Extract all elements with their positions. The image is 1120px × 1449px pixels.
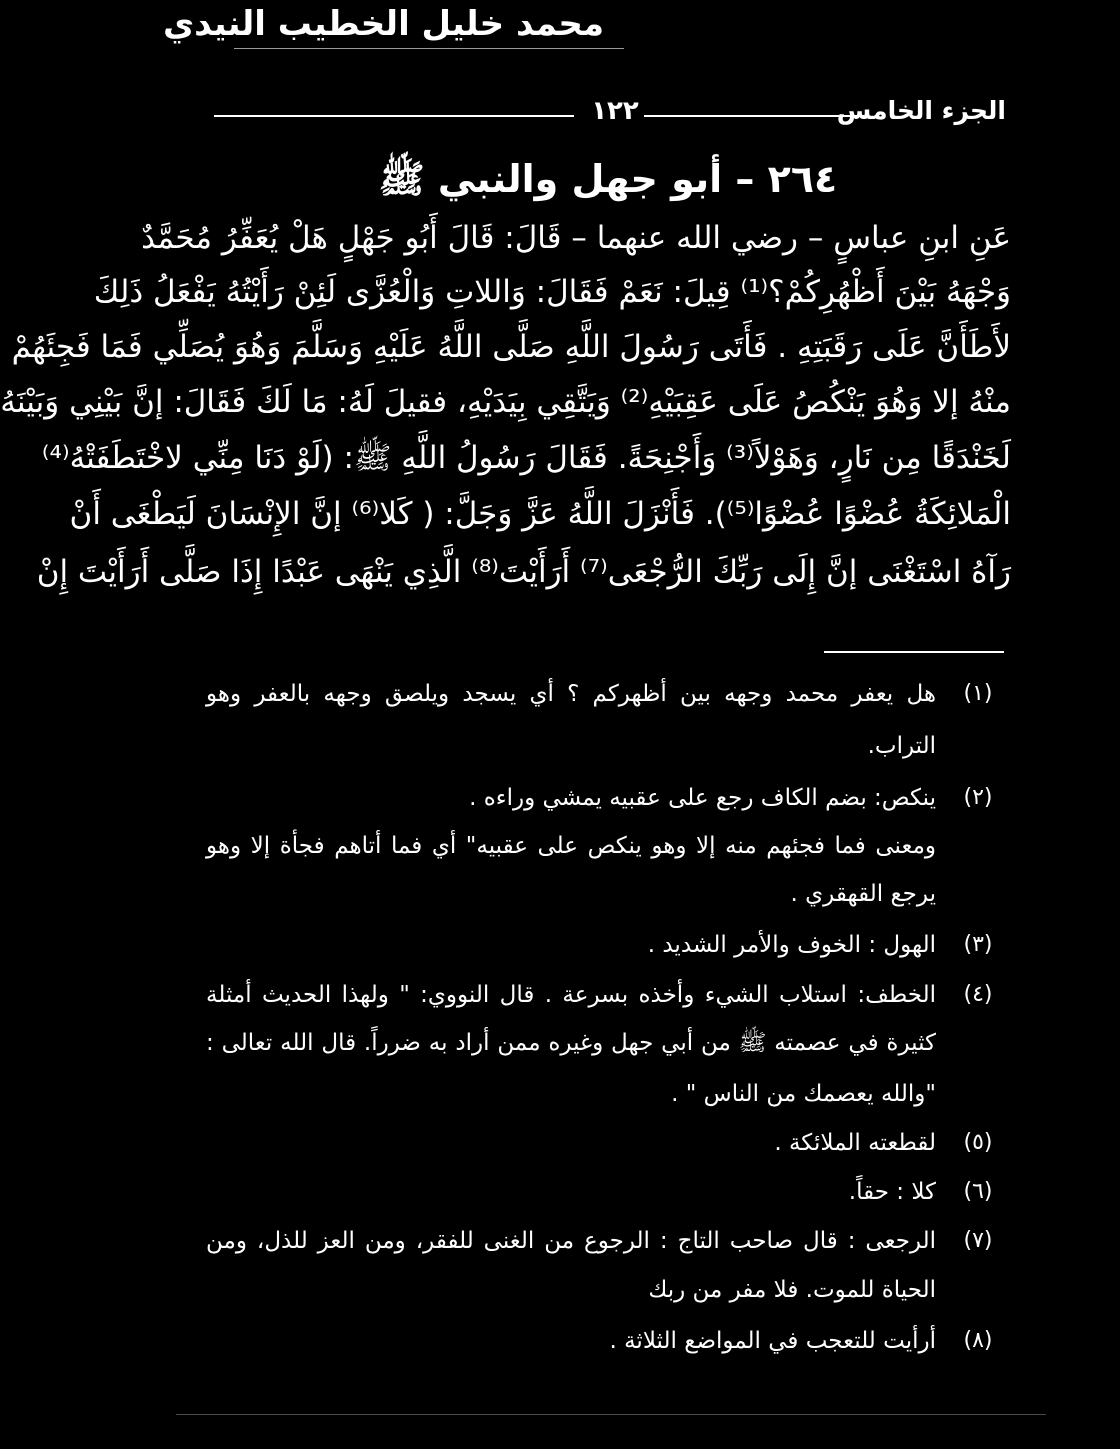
footnote-number: (٦) — [963, 1179, 993, 1204]
footnote-text: الهول : الخوف والأمر الشديد . — [647, 932, 936, 958]
hadith-line-5: لَخَنْدَقًا مِن نَارٍ، وَهَوْلاً⁽³⁾ وَأَجْنِحَةً. فَقَالَ رَسُولُ اللَّهِ ﷺ: (لَوْ دَنَا مِنِّي لاخْتَطَفَتْهُ⁽⁴⁾ — [41, 440, 1011, 476]
footnote-text: يرجع القهقري . — [790, 881, 936, 907]
footnote-text: هل يعفر محمد وجهه بين أظهركم ؟ أي يسجد ويلصق وجهه بالعفر وهو — [206, 681, 936, 707]
footnote-text: التراب. — [867, 733, 936, 759]
bottom-rule — [176, 1414, 1046, 1415]
hadith-line-3: لأَطَأَنَّ عَلَى رَقَبَتِهِ . فَأَتَى رَسُولَ اللَّهِ صَلَّى اللَّهُ عَلَيْهِ وَسَلَّمَ وَهُوَ يُصَلِّي فَمَا فَجِئَهُمْ — [11, 329, 1011, 365]
footnote-text: ومعنى فما فجئهم منه إلا وهو ينكص على عقبيه" أي فما أتاهم فجأة إلا وهو — [206, 833, 936, 859]
footnote-text: الخطف: استلاب الشيء وأخذه بسرعة . قال النووي: " ولهذا الحديث أمثلة — [206, 982, 936, 1008]
header-rule — [234, 48, 624, 49]
running-head — [214, 94, 1006, 134]
footnote-separator — [824, 651, 1004, 653]
hadith-line-7: رَآهُ اسْتَغْنَى إنَّ إِلَى رَبِّكَ الرُّجْعَى⁽⁷⁾ أَرَأَيْتَ⁽⁸⁾ الَّذِي يَنْهَى عَبْدًا إِذَا صَلَّى أَرَأَيْتَ إِنْ — [36, 554, 1011, 590]
footnote-text: كلا : حقاً. — [848, 1179, 936, 1205]
footnote-number: (٤) — [963, 982, 993, 1007]
footnote-number: (٢) — [963, 785, 993, 810]
footnote-text: لقطعته الملائكة . — [774, 1130, 936, 1156]
page-number: ١٢٢ — [591, 96, 639, 126]
footnote-text: أرأيت للتعجب في المواضع الثلاثة . — [609, 1328, 936, 1354]
hadith-line-1: عَنِ ابنِ عباسٍ – رضي الله عنهما – قَالَ: قَالَ أَبُو جَهْلٍ هَلْ يُعَفِّرُ مُحَمَّدٌ — [141, 220, 1011, 256]
running-head-rule-right — [644, 115, 864, 117]
hadith-line-2: وَجْهَهُ بَيْنَ أَظْهُرِكُمْ؟⁽¹⁾ قِيلَ: نَعَمْ فَقَالَ: وَاللاتِ وَالْعُزَّى لَئِنْ رَأَيْتُهُ يَفْعَلُ ذَلِكَ — [93, 274, 1011, 310]
footnote-number: (٥) — [963, 1130, 993, 1155]
section-heading: ٢٦٤ – أبو جهل والنبي ﷺ — [378, 157, 838, 201]
footnote-text: "والله يعصمك من الناس " . — [671, 1081, 936, 1107]
footnote-number: (١) — [963, 681, 993, 706]
author-header: محمد خليل الخطيب النيدي — [162, 4, 604, 44]
running-head-rule-left — [214, 115, 574, 117]
part-label: الجزء الخامس — [836, 96, 1006, 125]
footnote-text: الرجعى : قال صاحب التاج : الرجوع من الغنى للفقر، ومن العز للذل، ومن — [206, 1228, 936, 1254]
footnote-text: كثيرة في عصمته ﷺ من أبي جهل وغيره ممن أراد به ضرراً. قال الله تعالى : — [206, 1030, 936, 1056]
hadith-line-4: منْهُ إلا وَهُوَ يَنْكُصُ عَلَى عَقِبَيْهِ⁽²⁾ وَيَتَّقِي بِيَدَيْهِ، فقيلَ لَهُ: مَا لَكَ فَقَالَ: إنَّ بَيْنِي وَبَيْنَهُ — [0, 384, 1011, 420]
footnote-number: (٨) — [963, 1328, 993, 1353]
hadith-line-6: الْمَلائِكَةُ عُضْوًا عُضْوًا⁽⁵⁾). فَأَنْزَلَ اللَّهُ عَزَّ وَجَلَّ: ( كَلا⁽⁶⁾ إنَّ الإِنْسَانَ لَيَطْغَى أَنْ — [69, 496, 1011, 532]
footnote-number: (٧) — [963, 1228, 993, 1253]
footnote-text: ينكص: بضم الكاف رجع على عقبيه يمشي وراءه . — [469, 785, 936, 811]
footnote-number: (٣) — [963, 932, 993, 957]
footnote-text: الحياة للموت. فلا مفر من ربك — [648, 1277, 936, 1303]
